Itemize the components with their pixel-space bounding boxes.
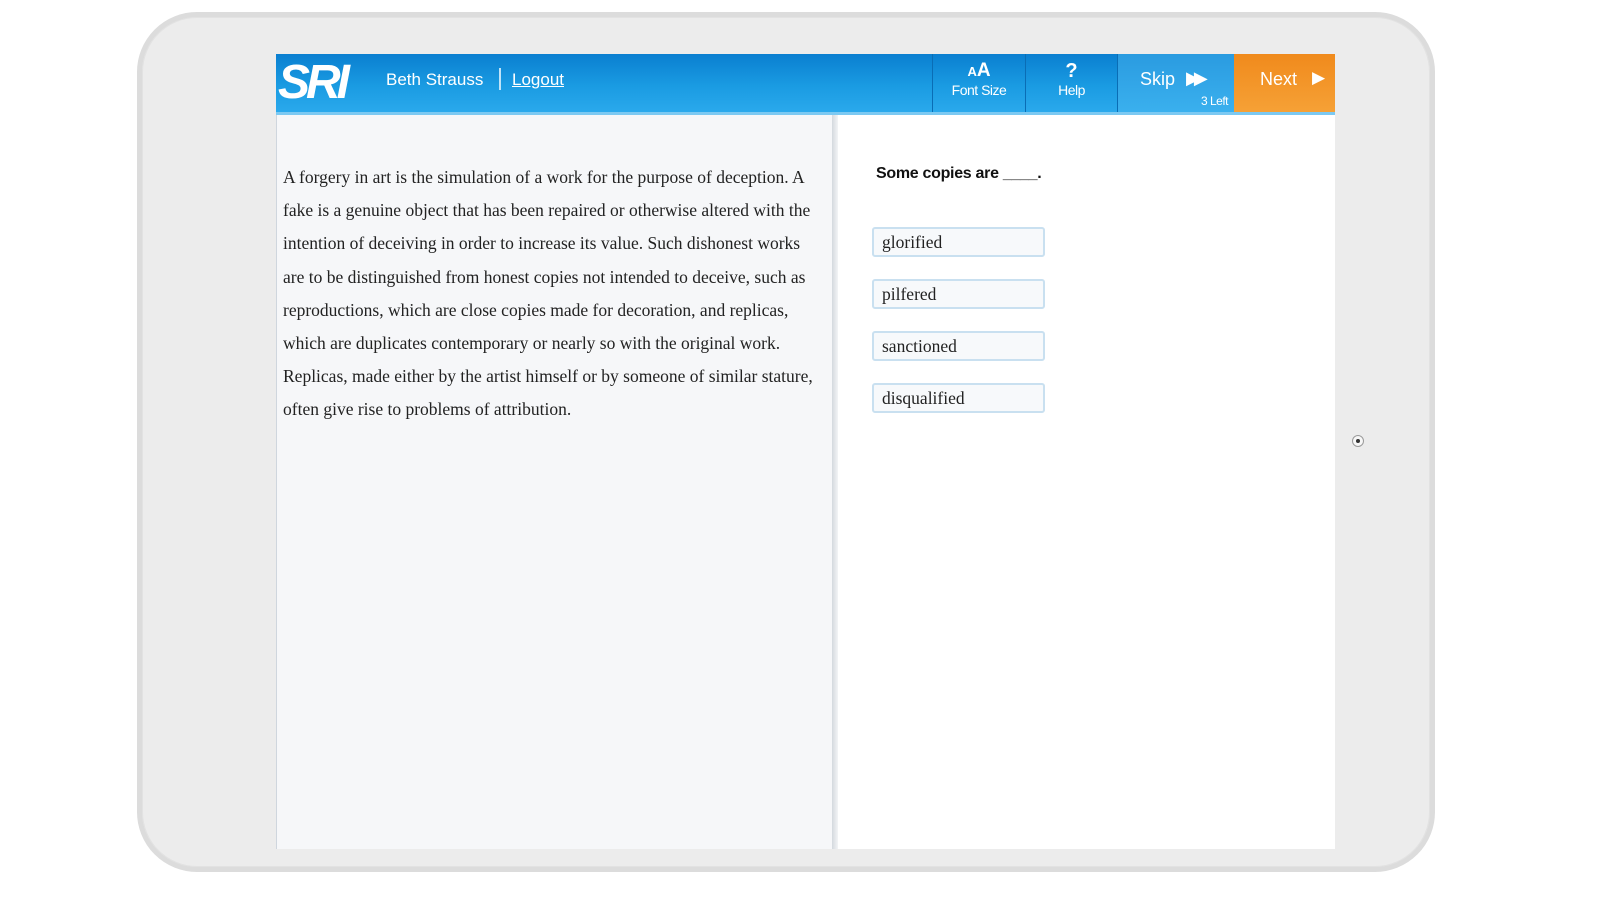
- top-toolbar: [276, 54, 1335, 115]
- sri-logo: SRI: [278, 56, 347, 109]
- answer-choice[interactable]: sanctioned: [872, 331, 1045, 361]
- help-icon: ?: [1065, 60, 1078, 82]
- passage-text: A forgery in art is the simulation of a work for the purpose of deception. A fake is a genuine object that has been repaired or otherwise altered with the intention of deceiving in order to increase its value. Such dishonest works are to be distinguished from honest copies not intended to deceive, such as reproductions, which are close copies made for decoration, and replicas, which are duplicates contemporary or nearly so with the original work. Replicas, made either by the artist himself or by someone of similar stature, often give rise to problems of attribution.: [283, 167, 813, 420]
- home-button[interactable]: [1352, 435, 1364, 447]
- play-arrow-icon: ▶: [1312, 68, 1326, 87]
- help-label: Help: [1058, 82, 1085, 98]
- divider: [499, 68, 501, 90]
- skip-label: Skip: [1140, 69, 1176, 89]
- next-label: Next: [1260, 69, 1298, 89]
- answer-choice[interactable]: pilfered: [872, 279, 1045, 309]
- app-screen: [276, 54, 1335, 849]
- question-panel: [838, 115, 1335, 849]
- logout-link[interactable]: Logout: [512, 70, 564, 89]
- answer-choice[interactable]: glorified: [872, 227, 1045, 257]
- passage-panel: [276, 115, 832, 849]
- answer-choice[interactable]: disqualified: [872, 383, 1045, 413]
- font-size-button[interactable]: [932, 54, 1026, 112]
- user-name: Beth Strauss: [386, 70, 484, 89]
- font-size-label: Font Size: [951, 82, 1007, 98]
- skip-remaining-count: 3 Left: [1200, 94, 1228, 108]
- question-prompt: Some copies are ____.: [876, 165, 1042, 182]
- fast-forward-icon: ▶▶: [1186, 68, 1202, 88]
- skip-button[interactable]: [1118, 54, 1234, 112]
- help-button[interactable]: [1026, 54, 1118, 112]
- next-button[interactable]: [1234, 54, 1335, 112]
- font-size-icon: AA: [967, 60, 991, 81]
